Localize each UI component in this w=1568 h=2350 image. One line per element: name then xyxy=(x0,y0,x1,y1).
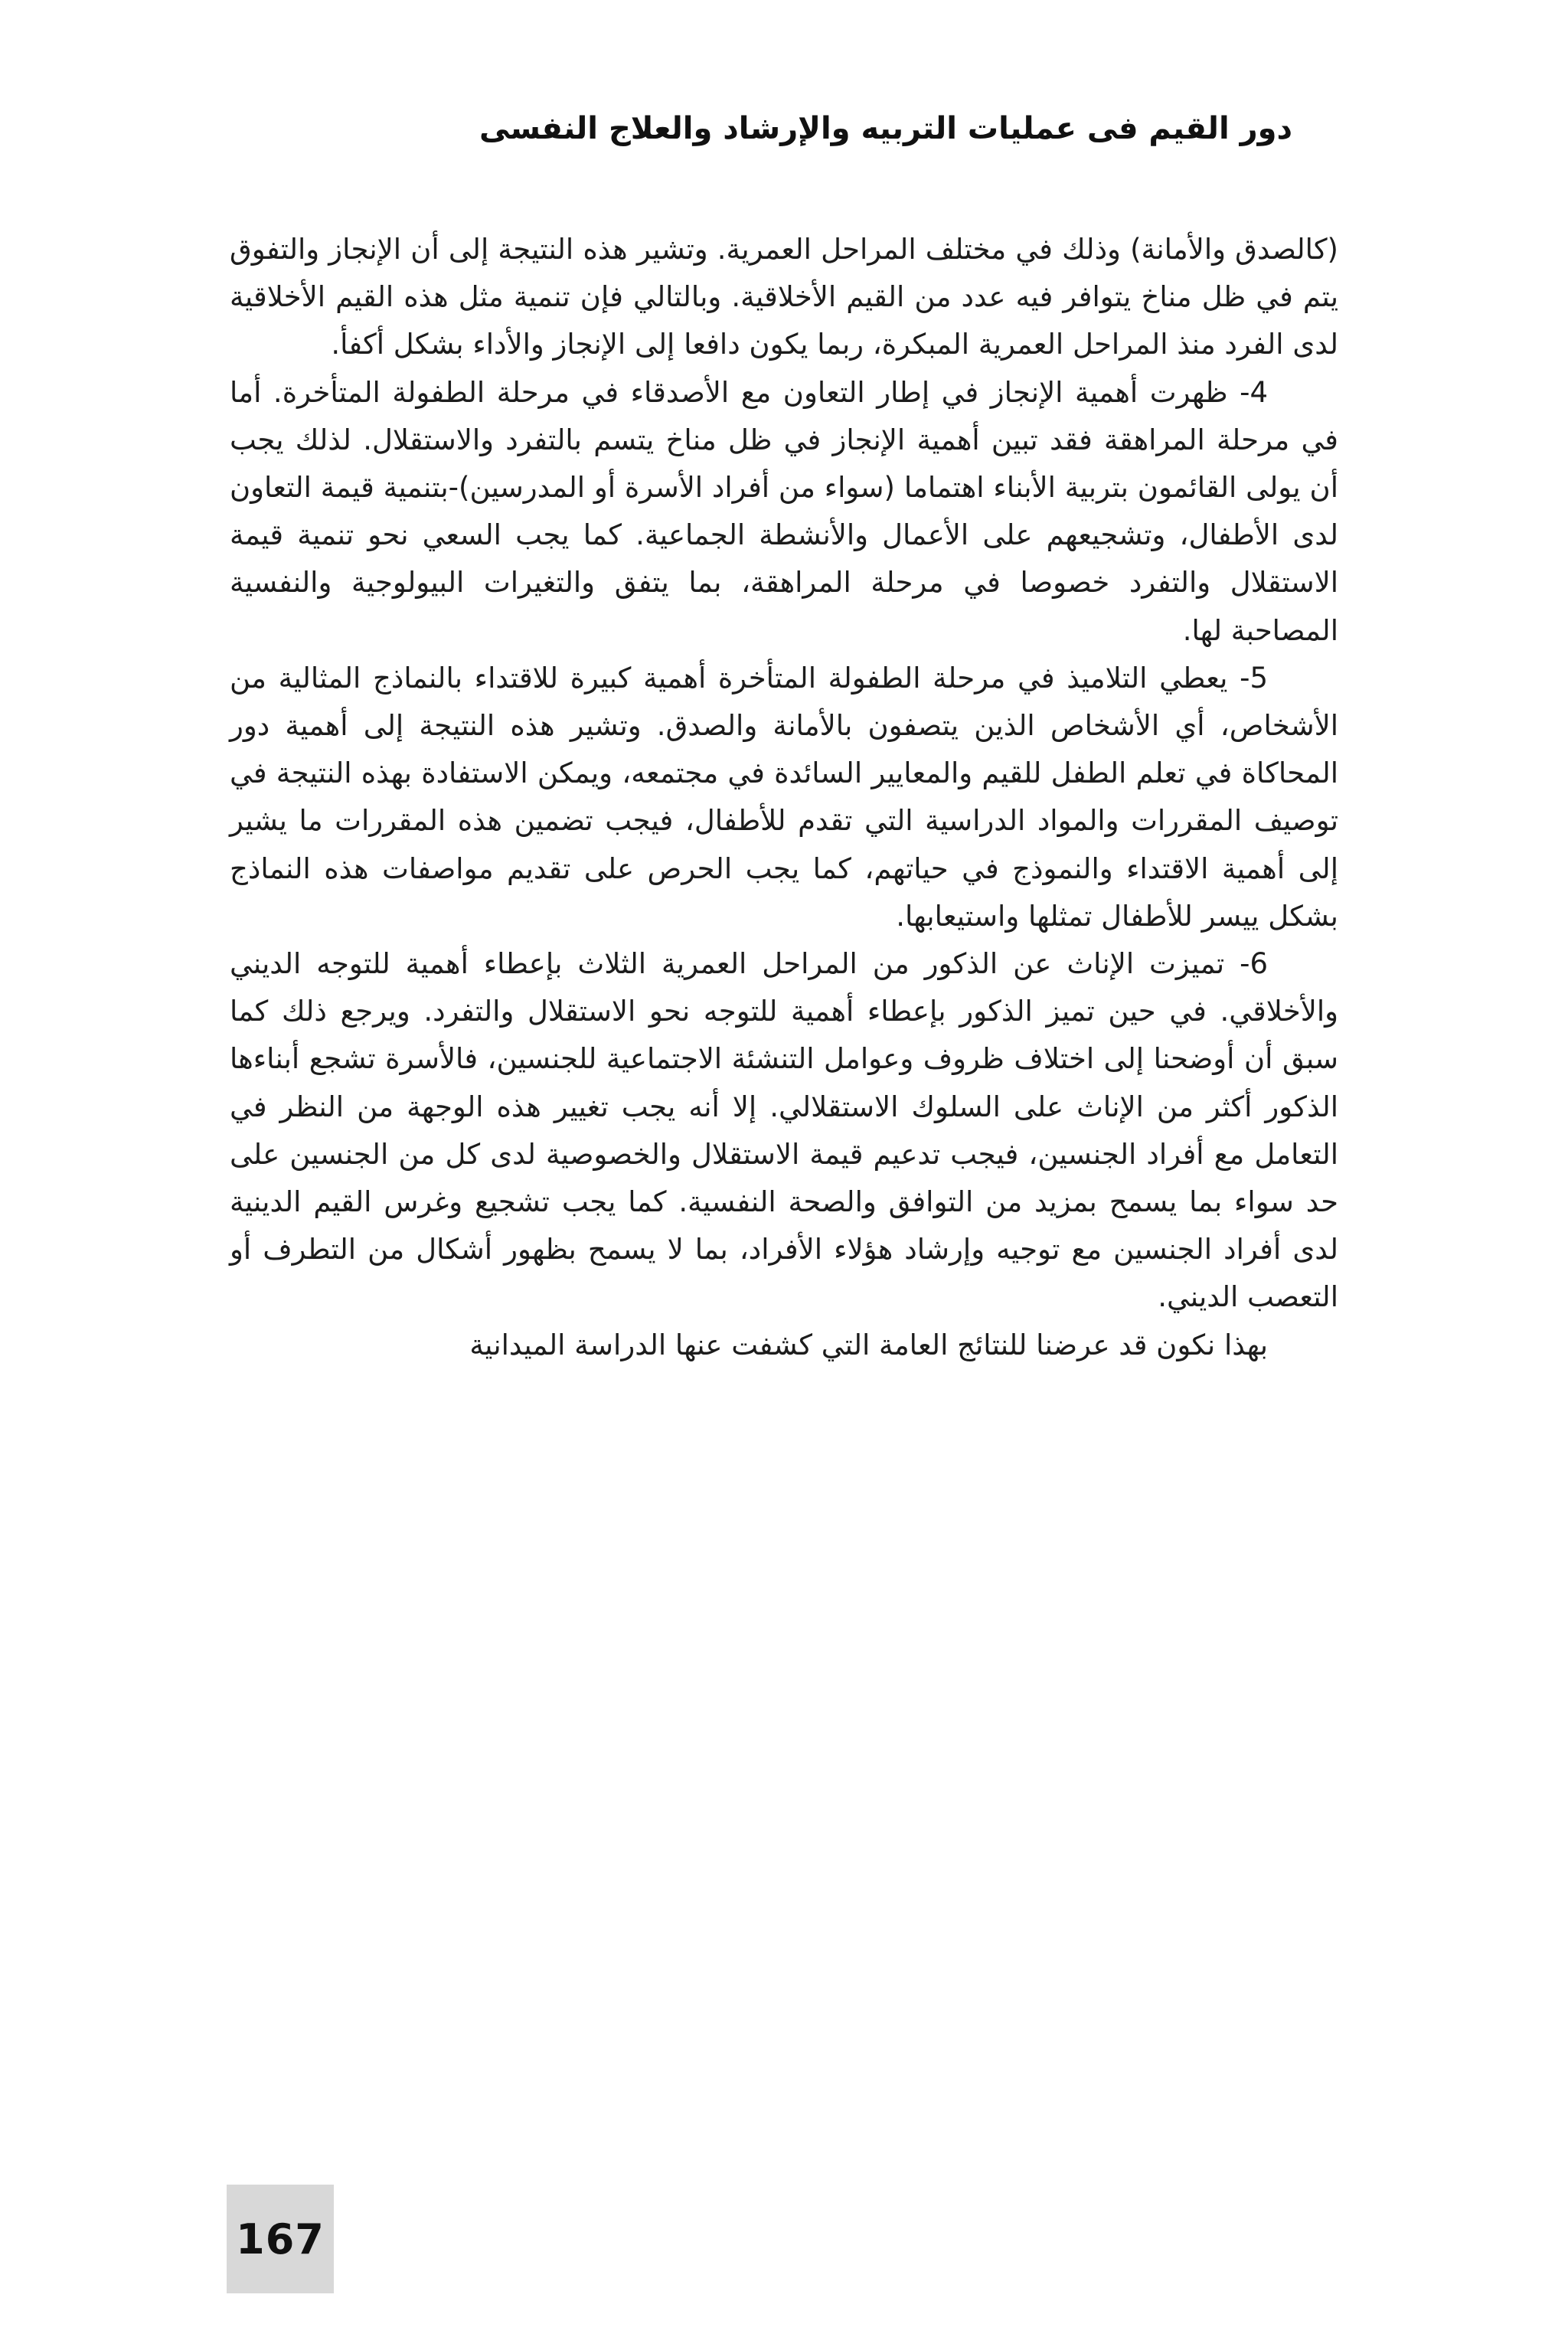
running-head-title: دور القيم فى عمليات التربيه والإرشاد والعلاج النفسى xyxy=(479,111,1292,146)
main-text-body xyxy=(230,226,1338,1369)
paragraph-continuation: (كالصدق والأمانة) وذلك في مختلف المراحل العمرية. وتشير هذه النتيجة إلى أن الإنجاز والتفوق يتم في ظل مناخ يتوافر فيه عدد من القيم الأخلاقية. وبالتالي فإن تنمية مثل هذه القيم الأخلاقية لدى الفرد منذ المراحل العمرية المبكرة، ربما يكون دافعا إلى الإنجاز والأداء بشكل أكفأ. xyxy=(230,233,1338,361)
page-number: 167 xyxy=(236,2214,325,2263)
paragraph-closing: بهذا نكون قد عرضنا للنتائج العامة التي كشفت عنها الدراسة الميدانية xyxy=(469,1328,1268,1361)
paragraph-item-6: 6- تميزت الإناث عن الذكور من المراحل العمرية الثلاث بإعطاء أهمية للتوجه الديني والأخلاقي. في حين تميز الذكور بإعطاء أهمية للتوجه نحو الاستقلال والتفرد. ويرجع ذلك كما سبق أن أوضحنا إلى اختلاف ظروف وعوامل التنشئة الاجتماعية للجنسين، فالأسرة تشجع أبناءها الذكور أكثر من الإناث على السلوك الاستقلالي. إلا أنه يجب تغيير هذه الوجهة من النظر في التعامل مع أفراد الجنسين، فيجب تدعيم قيمة الاستقلال والخصوصية لدى كل من الجنسين على حد سواء بما يسمح بمزيد من التوافق والصحة النفسية. كما يجب تشجيع وغرس القيم الدينية لدى أفراد الجنسين مع توجيه وإرشاد هؤلاء الأفراد، بما لا يسمح بظهور أشكال من التطرف أو التعصب الديني. xyxy=(230,947,1338,1314)
page-number-box xyxy=(227,2185,334,2293)
paragraph-item-5: 5- يعطي التلاميذ في مرحلة الطفولة المتأخرة أهمية كبيرة للاقتداء بالنماذج المثالية من الأشخاص، أي الأشخاص الذين يتصفون بالأمانة والصدق. وتشير هذه النتيجة إلى أهمية دور المحاكاة في تعلم الطفل للقيم والمعايير السائدة في مجتمعه، ويمكن الاستفادة بهذه النتيجة في توصيف المقررات والمواد الدراسية التي تقدم للأطفال، فيجب تضمين هذه المقررات ما يشير إلى أهمية الاقتداء والنموذج في حياتهم، كما يجب الحرص على تقديم مواصفات هذه النماذج بشكل ييسر للأطفال تمثلها واستيعابها. xyxy=(230,661,1338,933)
paragraph-item-4: 4- ظهرت أهمية الإنجاز في إطار التعاون مع الأصدقاء في مرحلة الطفولة المتأخرة. أما في مرحلة المراهقة فقد تبين أهمية الإنجاز في ظل مناخ يتسم بالتفرد والاستقلال. لذلك يجب أن يولى القائمون بتربية الأبناء اهتماما (سواء من أفراد الأسرة أو المدرسين)-بتنمية قيمة التعاون لدى الأطفال، وتشجيعهم على الأعمال والأنشطة الجماعية. كما يجب السعي نحو تنمية قيمة الاستقلال والتفرد خصوصا في مرحلة المراهقة، بما يتفق والتغيرات البيولوجية والنفسية المصاحبة لها. xyxy=(230,375,1338,647)
